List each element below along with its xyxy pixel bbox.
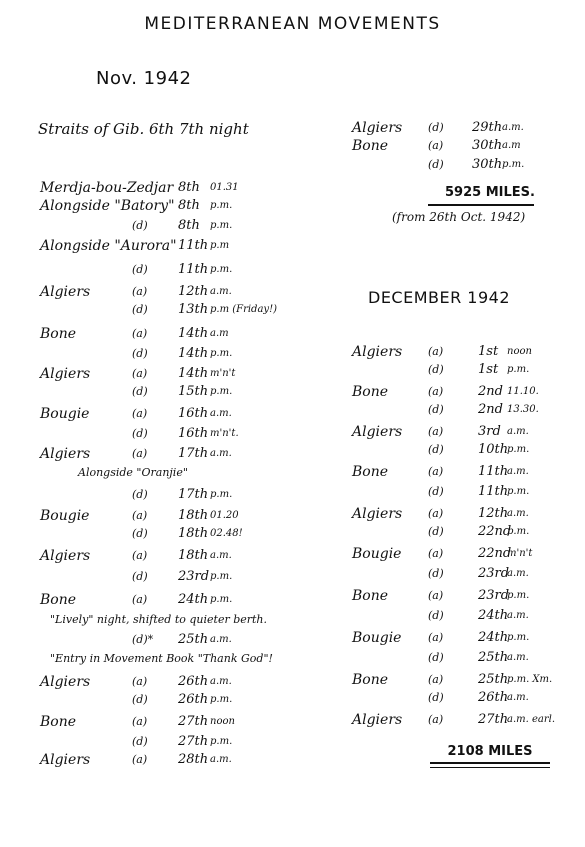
place-name: Bone xyxy=(40,326,77,342)
date-value: 23rd xyxy=(478,588,510,603)
date-value: 22nd xyxy=(478,524,512,539)
time-value: 01.31 xyxy=(210,182,239,193)
date-value: 10th xyxy=(478,442,509,457)
place-name: Bone xyxy=(352,138,389,154)
time-value: p.m. xyxy=(507,444,530,455)
arrival-departure: (d) xyxy=(132,303,148,316)
arrival-departure: (a) xyxy=(428,345,444,358)
place-name: Bougie xyxy=(40,508,90,524)
arrival-departure: (a) xyxy=(132,715,148,728)
date-value: 30th xyxy=(472,138,503,153)
time-value: p.m. xyxy=(210,694,233,705)
place-name: Algiers xyxy=(352,424,403,440)
arrival-departure: (d) xyxy=(132,385,148,398)
date-value: 18th xyxy=(178,548,209,563)
arrival-departure: (d) xyxy=(428,443,444,456)
date-value: 18th xyxy=(178,526,209,541)
november-miles: 5925 MILES. xyxy=(445,185,535,200)
entry-row xyxy=(352,384,577,402)
entry-row xyxy=(40,569,330,587)
time-value: m'n't xyxy=(507,548,533,559)
arrival-departure: (d) xyxy=(428,609,444,622)
place-name: Bone xyxy=(352,384,389,400)
page-title: MEDITERRANEAN MOVEMENTS xyxy=(144,14,441,34)
arrival-departure: (a) xyxy=(428,139,444,152)
entry-row xyxy=(352,442,577,460)
entry-row xyxy=(352,672,577,690)
time-value: a.m. xyxy=(502,122,524,133)
time-value: p.m. xyxy=(210,489,233,500)
date-value: 26th xyxy=(178,674,209,689)
date-value: 23rd xyxy=(178,569,210,584)
time-value: noon xyxy=(210,716,235,727)
arrival-departure: (d) xyxy=(132,427,148,440)
entry-row xyxy=(352,464,577,482)
entry-row xyxy=(352,712,577,730)
date-value: 27th xyxy=(178,714,209,729)
date-value: 8th xyxy=(178,198,200,213)
arrival-departure: (a) xyxy=(428,631,444,644)
date-value: 25th xyxy=(478,672,509,687)
entry-row xyxy=(40,406,330,424)
time-value: p.m. xyxy=(507,486,530,497)
place-name: Algiers xyxy=(40,366,91,382)
entry-row xyxy=(40,426,330,444)
december-miles: 2108 MILES xyxy=(447,744,533,759)
entry-row xyxy=(40,384,330,402)
date-value: 11th xyxy=(178,262,209,277)
arrival-departure: (d) xyxy=(428,363,444,376)
entry-row xyxy=(352,362,577,380)
arrival-departure: (d) xyxy=(428,485,444,498)
entry-row xyxy=(352,484,577,502)
date-value: 2nd xyxy=(478,384,503,399)
date-value: 11th xyxy=(178,238,209,253)
entry-row xyxy=(40,592,330,610)
arrival-departure: (d) xyxy=(428,567,444,580)
arrival-departure: (d) xyxy=(132,735,148,748)
time-value: a.m. xyxy=(210,448,232,459)
time-value: p.m. Xm. xyxy=(507,674,553,685)
date-value: 11th xyxy=(478,464,509,479)
place-name: Bone xyxy=(40,714,77,730)
arrival-departure: (d) xyxy=(132,570,148,583)
arrival-departure: (a) xyxy=(428,673,444,686)
december-miles-underline-2 xyxy=(430,767,550,768)
time-value: p.m. xyxy=(210,264,233,275)
entry-row xyxy=(40,198,330,216)
arrival-departure: (a) xyxy=(132,447,148,460)
place-name: Bone xyxy=(40,592,77,608)
place-name: Algiers xyxy=(352,712,403,728)
entry-row xyxy=(40,446,330,464)
arrival-departure: (d) xyxy=(428,403,444,416)
place-name: Algiers xyxy=(40,284,91,300)
arrival-departure: (d) xyxy=(428,691,444,704)
entry-row xyxy=(352,506,577,524)
arrival-departure: (a) xyxy=(428,425,444,438)
time-value: p.m. xyxy=(210,348,233,359)
entry-row xyxy=(40,632,330,650)
entry-row xyxy=(40,714,330,732)
date-value: 16th xyxy=(178,426,209,441)
arrival-departure: (a) xyxy=(132,753,148,766)
date-value: 1st xyxy=(478,344,499,359)
date-value: 12th xyxy=(178,284,209,299)
date-value: 24th xyxy=(178,592,209,607)
arrival-departure: (a) xyxy=(132,549,148,562)
november-heading: Nov. 1942 xyxy=(96,68,192,89)
date-value: 14th xyxy=(178,326,209,341)
time-value: p.m. xyxy=(507,526,530,537)
note-entry: "Entry in Movement Book "Thank God"! xyxy=(50,652,273,665)
time-value: a.m. xyxy=(507,568,529,579)
date-value: 25th xyxy=(478,650,509,665)
time-value: 13.30. xyxy=(507,404,539,415)
date-value: 14th xyxy=(178,366,209,381)
time-value: p.m (Friday!) xyxy=(210,304,277,315)
entry-row xyxy=(352,344,577,362)
date-value: 28th xyxy=(178,752,209,767)
time-value: a.m xyxy=(502,140,521,151)
entry-row xyxy=(352,524,577,542)
date-value: 22nd xyxy=(478,546,512,561)
entry-row xyxy=(352,630,577,648)
date-value: 23rd xyxy=(478,566,510,581)
arrival-departure: (d) xyxy=(132,693,148,706)
entry-row xyxy=(40,674,330,692)
place-name: Algiers xyxy=(352,506,403,522)
entry-row xyxy=(352,120,552,138)
place-name: Algiers xyxy=(40,752,91,768)
time-value: a.m. xyxy=(210,550,232,561)
arrival-departure: (d) xyxy=(132,488,148,501)
entry-row xyxy=(352,157,552,175)
time-value: p.m. xyxy=(210,571,233,582)
place-name: Bone xyxy=(352,672,389,688)
december-heading: DECEMBER 1942 xyxy=(368,288,511,307)
date-value: 17th xyxy=(178,446,209,461)
entry-row xyxy=(352,546,577,564)
date-value: 15th xyxy=(178,384,209,399)
date-value: 2nd xyxy=(478,402,503,417)
time-value: a.m. xyxy=(507,692,529,703)
date-value: 30th xyxy=(472,157,503,172)
entry-row xyxy=(352,588,577,606)
date-value: 12th xyxy=(478,506,509,521)
entry-row xyxy=(40,752,330,770)
time-value: a.m. earl. xyxy=(507,714,556,725)
arrival-departure: (a) xyxy=(132,407,148,420)
time-value: a.m. xyxy=(507,466,529,477)
entry-row xyxy=(40,284,330,302)
date-value: 27th xyxy=(178,734,209,749)
november-from: (from 26th Oct. 1942) xyxy=(392,210,526,224)
entry-row xyxy=(40,366,330,384)
time-value: p.m. xyxy=(507,590,530,601)
arrival-departure: (a) xyxy=(132,367,148,380)
arrival-departure: (a) xyxy=(132,327,148,340)
date-value: 16th xyxy=(178,406,209,421)
note-oranje: Alongside "Oranjie" xyxy=(78,466,188,479)
place-name: Algiers xyxy=(40,446,91,462)
date-value: 3rd xyxy=(478,424,501,439)
place-name: Alongside "Aurora" xyxy=(40,238,177,254)
entry-row xyxy=(352,424,577,442)
entry-row xyxy=(352,138,552,156)
entry-row xyxy=(40,218,330,236)
date-value: 1st xyxy=(478,362,499,377)
time-value: p.m. xyxy=(507,632,530,643)
time-value: 11.10. xyxy=(507,386,539,397)
entry-row xyxy=(352,402,577,420)
december-miles-underline-1 xyxy=(430,762,550,764)
place-name: Algiers xyxy=(352,344,403,360)
place-name: Alongside "Batory" xyxy=(40,198,175,214)
arrival-departure: (a) xyxy=(428,465,444,478)
arrival-departure: (d) xyxy=(428,158,444,171)
time-value: p.m. xyxy=(210,736,233,747)
entry-row xyxy=(40,508,330,526)
date-value: 8th xyxy=(178,180,200,195)
date-value: 27th xyxy=(478,712,509,727)
time-value: m'n't xyxy=(210,368,236,379)
time-value: p.m xyxy=(210,240,230,251)
time-value: p.m. xyxy=(210,594,233,605)
arrival-departure: (a) xyxy=(132,593,148,606)
date-value: 26th xyxy=(178,692,209,707)
date-value: 11th xyxy=(478,484,509,499)
place-name: Bone xyxy=(352,588,389,604)
arrival-departure: (d) xyxy=(428,121,444,134)
time-value: p.m. xyxy=(210,386,233,397)
entry-row xyxy=(40,302,330,320)
time-value: 01.20 xyxy=(210,510,239,521)
arrival-departure: (d)* xyxy=(132,633,154,646)
arrival-departure: (a) xyxy=(428,713,444,726)
time-value: a.m. xyxy=(507,508,529,519)
entry-row xyxy=(40,734,330,752)
place-name: Merdja-bou-Zedjar xyxy=(40,180,174,196)
date-value: 17th xyxy=(178,487,209,502)
entry-row xyxy=(352,566,577,584)
entry-row xyxy=(40,548,330,566)
time-value: a.m xyxy=(210,328,229,339)
entry-row xyxy=(40,346,330,364)
date-value: 26th xyxy=(478,690,509,705)
date-value: 14th xyxy=(178,346,209,361)
time-value: a.m. xyxy=(210,754,232,765)
arrival-departure: (a) xyxy=(428,385,444,398)
date-value: 24th xyxy=(478,630,509,645)
arrival-departure: (d) xyxy=(428,651,444,664)
time-value: a.m. xyxy=(210,286,232,297)
place-name: Bougie xyxy=(352,546,402,562)
time-value: noon xyxy=(507,346,532,357)
date-value: 8th xyxy=(178,218,200,233)
entry-row xyxy=(352,690,577,708)
date-value: 24th xyxy=(478,608,509,623)
time-value: p.m. xyxy=(210,220,233,231)
time-value: a.m. xyxy=(507,652,529,663)
place-name: Algiers xyxy=(40,548,91,564)
place-name: Bougie xyxy=(352,630,402,646)
entry-row xyxy=(352,608,577,626)
entry-row xyxy=(40,262,330,280)
arrival-departure: (a) xyxy=(132,675,148,688)
entry-row xyxy=(40,326,330,344)
place-name: Algiers xyxy=(40,674,91,690)
time-value: a.m. xyxy=(507,610,529,621)
entry-row xyxy=(352,650,577,668)
entry-row xyxy=(40,180,330,198)
arrival-departure: (d) xyxy=(428,525,444,538)
time-value: p.m. xyxy=(502,159,525,170)
arrival-departure: (d) xyxy=(132,219,148,232)
arrival-departure: (a) xyxy=(132,285,148,298)
arrival-departure: (d) xyxy=(132,347,148,360)
entry-row xyxy=(40,526,330,544)
time-value: 02.48! xyxy=(210,528,243,539)
arrival-departure: (d) xyxy=(132,263,148,276)
time-value: a.m. xyxy=(210,676,232,687)
time-value: m'n't. xyxy=(210,428,239,439)
date-value: 13th xyxy=(178,302,209,317)
date-value: 25th xyxy=(178,632,209,647)
straits-line: Straits of Gib. 6th 7th night xyxy=(38,120,249,138)
time-value: p.m. xyxy=(210,200,233,211)
date-value: 29th xyxy=(472,120,503,135)
note-lively: "Lively" night, shifted to quieter berth. xyxy=(50,613,268,626)
time-value: a.m. xyxy=(210,634,232,645)
date-value: 18th xyxy=(178,508,209,523)
place-name: Bougie xyxy=(40,406,90,422)
place-name: Bone xyxy=(352,464,389,480)
arrival-departure: (a) xyxy=(132,509,148,522)
arrival-departure: (a) xyxy=(428,507,444,520)
entry-row xyxy=(40,238,330,256)
arrival-departure: (a) xyxy=(428,589,444,602)
entry-row xyxy=(40,487,330,505)
place-name: Algiers xyxy=(352,120,403,136)
time-value: p.m. xyxy=(507,364,530,375)
arrival-departure: (a) xyxy=(428,547,444,560)
entry-row xyxy=(40,692,330,710)
miles-underline xyxy=(428,204,534,206)
time-value: a.m. xyxy=(210,408,232,419)
time-value: a.m. xyxy=(507,426,529,437)
arrival-departure: (d) xyxy=(132,527,148,540)
